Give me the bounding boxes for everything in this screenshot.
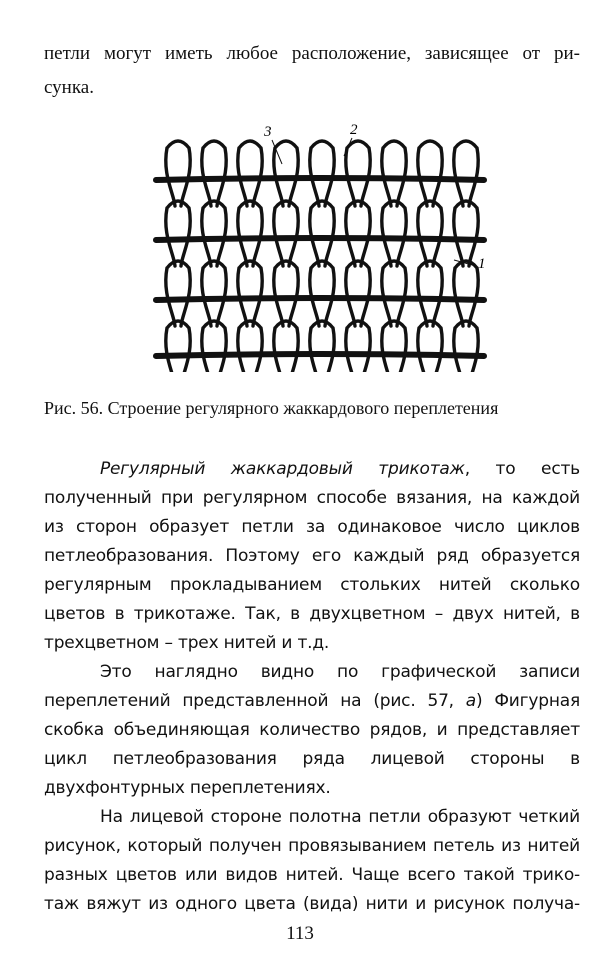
figure-label-2: 2 bbox=[350, 122, 358, 138]
italic-term: Регулярный жаккардовый трикотаж bbox=[100, 459, 465, 479]
knit-loop-33 bbox=[454, 141, 478, 206]
figure-label-1: 1 bbox=[478, 256, 486, 272]
intro-line-1: петли могут иметь любое расположение, зависящее от ри- bbox=[44, 43, 580, 64]
figure-label-3: 3 bbox=[264, 124, 272, 140]
paragraph-1-line-1 bbox=[100, 457, 580, 481]
knit-loop-31 bbox=[418, 261, 442, 326]
knit-loop-14 bbox=[274, 201, 298, 266]
intro-line-2: сунка. bbox=[44, 77, 94, 98]
knit-loop-4 bbox=[166, 321, 190, 372]
knit-loop-23 bbox=[346, 261, 370, 326]
paragraph-1-line-4: петлеобразования. Поэтому его каждый ряд образуется bbox=[44, 546, 580, 566]
knit-loop-21 bbox=[346, 141, 370, 206]
knit-loop-12 bbox=[238, 321, 262, 372]
knit-loop-22 bbox=[346, 201, 370, 266]
knit-loop-13 bbox=[274, 141, 298, 206]
knit-loop-30 bbox=[418, 201, 442, 266]
paragraph-2-line-3: скобка объединяющая количество рядов, и представляет bbox=[44, 720, 580, 740]
knit-loop-1 bbox=[166, 141, 190, 206]
knit-loop-19 bbox=[310, 261, 334, 326]
knit-loop-8 bbox=[202, 321, 226, 372]
paragraph-2-line-2-after: ) Фигурная bbox=[476, 691, 580, 711]
knit-loop-5 bbox=[202, 141, 226, 206]
figure-reference-letter: а bbox=[465, 691, 477, 711]
horizontal-thread-4 bbox=[156, 354, 484, 356]
paragraph-2-line-2 bbox=[44, 689, 580, 713]
knit-loop-25 bbox=[382, 141, 406, 206]
knit-loop-2 bbox=[166, 201, 190, 266]
knit-loop-27 bbox=[382, 261, 406, 326]
paragraph-1-line-5: регулярным прокладыванием стольких нитей сколько bbox=[44, 575, 580, 595]
knit-loop-18 bbox=[310, 201, 334, 266]
knit-loop-17 bbox=[310, 141, 334, 206]
page-number: 113 bbox=[286, 923, 314, 944]
paragraph-1-line-6: цветов в трикотаже. Так, в двухцветном – двух нитей, в bbox=[44, 604, 580, 624]
figure-callouts bbox=[272, 138, 476, 266]
paragraph-1-line-3: из сторон образует петли за одинаковое число циклов bbox=[44, 517, 580, 537]
paragraph-3-line-1: На лицевой стороне полотна петли образуют четкий bbox=[100, 807, 580, 827]
knit-loop-7 bbox=[202, 261, 226, 326]
knit-loop-16 bbox=[274, 321, 298, 372]
paragraph-2-line-1: Это наглядно видно по графической записи bbox=[100, 662, 580, 682]
knit-loop-26 bbox=[382, 201, 406, 266]
knit-loop-34 bbox=[454, 201, 478, 266]
knit-loop-15 bbox=[274, 261, 298, 326]
paragraph-1-line-7: трехцветном – трех нитей и т.д. bbox=[44, 633, 330, 653]
knit-loop-29 bbox=[418, 141, 442, 206]
paragraph-2-line-2-before: переплетений представленной на (рис. 57, bbox=[44, 691, 466, 711]
knit-loop-36 bbox=[454, 321, 478, 372]
paragraph-1-line-1-rest: , то есть bbox=[464, 459, 580, 479]
knit-loop-11 bbox=[238, 261, 262, 326]
knit-structure-figure bbox=[150, 118, 490, 372]
paragraph-1-line-2: полученный при регулярном способе вязания, на каждой bbox=[44, 488, 580, 508]
paragraph-2-line-5: двухфонтурных переплетениях. bbox=[44, 778, 331, 798]
knit-loop-6 bbox=[202, 201, 226, 266]
paragraph-3-line-4: таж вяжут из одного цвета (вида) нити и рисунок получа- bbox=[44, 894, 580, 914]
knit-loop-20 bbox=[310, 321, 334, 372]
paragraph-3-line-2: рисунок, который получен провязыванием петель из нитей bbox=[44, 836, 580, 856]
paragraph-2-line-4: цикл петлеобразования ряда лицевой стороны в bbox=[44, 749, 580, 769]
knit-loop-10 bbox=[238, 201, 262, 266]
knit-loop-35 bbox=[454, 261, 478, 326]
paragraph-3-line-3: разных цветов или видов нитей. Чаще всего такой трико- bbox=[44, 865, 580, 885]
knit-loop-24 bbox=[346, 321, 370, 372]
knit-loop-3 bbox=[166, 261, 190, 326]
knit-loop-28 bbox=[382, 321, 406, 372]
knit-loop-9 bbox=[238, 141, 262, 206]
figure-caption: Рис. 56. Строение регулярного жаккардового переплетения bbox=[44, 398, 499, 418]
knit-loop-32 bbox=[418, 321, 442, 372]
